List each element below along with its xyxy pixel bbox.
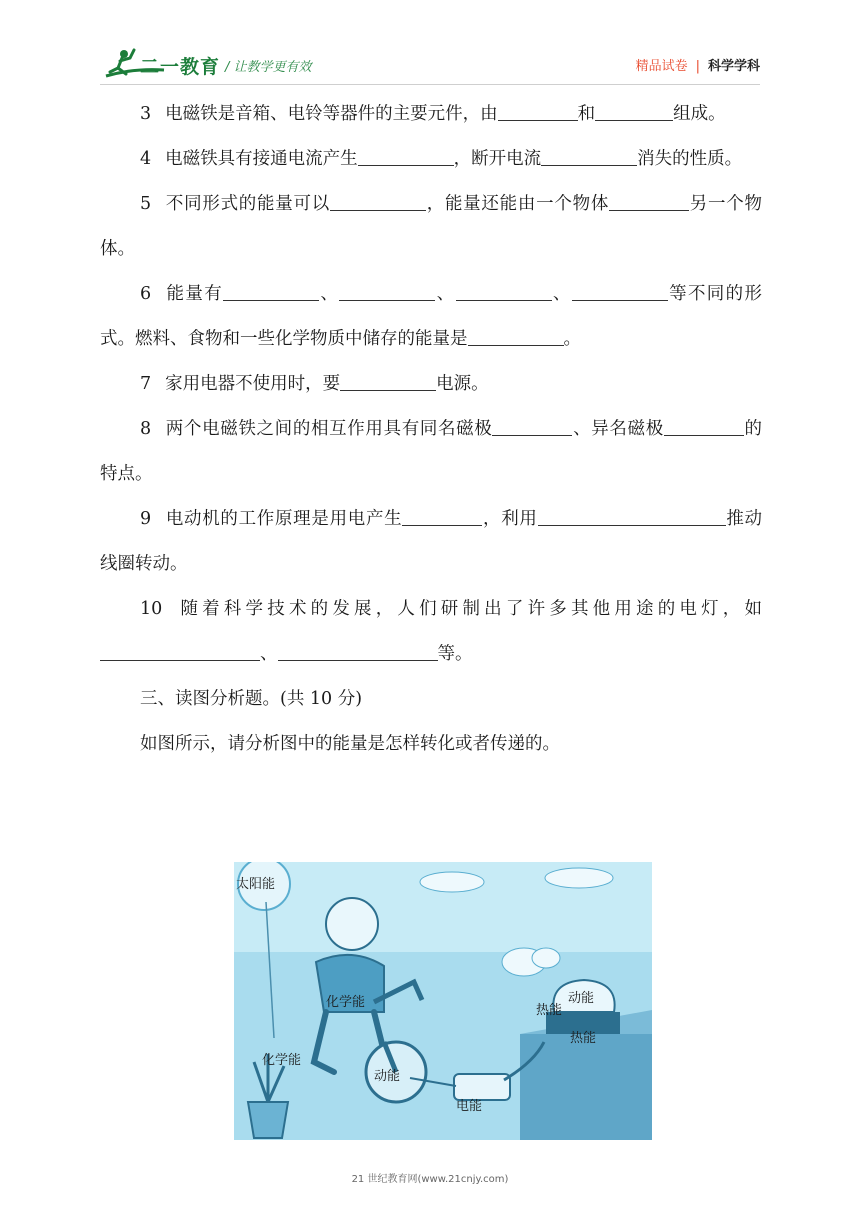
question-text: 等。 — [437, 644, 473, 664]
question-text: 电动机的工作原理是用电产生 — [165, 509, 403, 529]
answer-blank[interactable] — [402, 524, 482, 526]
question-text: 等不同的形式。燃料、食物和一些化学物质中储存的能量是 — [100, 284, 763, 349]
answer-blank[interactable] — [664, 434, 744, 436]
question-text: 的特点。 — [100, 419, 763, 484]
label-heat-energy-steam: 热能 — [536, 1003, 563, 1018]
energy-conversion-figure — [234, 862, 652, 1140]
answer-blank[interactable] — [468, 344, 564, 346]
answer-blank[interactable] — [541, 164, 637, 166]
question-text: 、 — [319, 284, 340, 304]
question-number: 8 — [140, 419, 152, 439]
section-3-title: 三、读图分析题。(共 10 分) — [140, 689, 363, 709]
question-3 — [100, 92, 762, 137]
label-heat-energy-kettle: 热能 — [570, 1031, 597, 1046]
section-3-instruction: 如图所示，请分析图中的能量是怎样转化或者传递的。 — [140, 734, 560, 754]
answer-blank[interactable] — [100, 659, 260, 661]
header-tags — [636, 55, 760, 74]
question-text: 家用电器不使用时，要 — [165, 374, 341, 394]
answer-blank[interactable] — [339, 299, 435, 301]
question-10 — [100, 587, 762, 677]
question-number: 9 — [140, 509, 152, 529]
label-solar-energy: 太阳能 — [236, 877, 276, 892]
question-9 — [100, 497, 762, 587]
question-text: 能量有 — [165, 284, 224, 304]
answer-blank[interactable] — [456, 299, 552, 301]
question-text: 推动线圈转动。 — [100, 509, 763, 574]
answer-blank[interactable] — [538, 524, 726, 526]
question-text: 组成。 — [673, 104, 726, 124]
question-text: 电磁铁具有接通电流产生 — [165, 149, 358, 169]
question-5 — [100, 182, 762, 272]
answer-blank[interactable] — [572, 299, 668, 301]
label-chemical-energy-person: 化学能 — [326, 995, 366, 1010]
question-text: ，利用 — [482, 509, 538, 529]
question-text: 另一个物体。 — [100, 194, 762, 259]
answer-blank[interactable] — [330, 209, 426, 211]
question-text: ，能量还能由一个物体 — [425, 194, 610, 214]
answer-blank[interactable] — [278, 659, 438, 661]
premium-tag: 精品试卷 — [635, 59, 688, 74]
answer-blank[interactable] — [223, 299, 319, 301]
question-text: 、 — [551, 284, 572, 304]
label-kinetic-energy-bike: 动能 — [374, 1069, 401, 1084]
subject-tag: 科学学科 — [707, 59, 760, 74]
question-number: 5 — [140, 194, 152, 214]
question-8 — [100, 407, 762, 497]
brand-name: 二一教育 — [140, 56, 221, 78]
label-kinetic-energy-kettle: 动能 — [568, 991, 595, 1006]
page-header — [0, 0, 860, 92]
question-number: 3 — [140, 104, 152, 124]
question-text: 电源。 — [436, 374, 489, 394]
question-number: 6 — [140, 284, 152, 304]
question-text: 不同形式的能量可以 — [165, 194, 330, 214]
brand-slogan: / 让教学更有效 — [225, 60, 312, 75]
question-number: 4 — [140, 149, 152, 169]
question-4 — [100, 137, 762, 182]
question-text: 电磁铁是音箱、电铃等器件的主要元件，由 — [165, 104, 498, 124]
answer-blank[interactable] — [358, 164, 454, 166]
header-separator: | — [695, 59, 700, 74]
answer-blank[interactable] — [609, 209, 689, 211]
answer-blank[interactable] — [340, 389, 436, 391]
question-number: 10 — [140, 599, 163, 619]
question-text: 和 — [577, 104, 596, 124]
question-text: 消失的性质。 — [637, 149, 743, 169]
question-text: 。 — [563, 329, 581, 349]
question-text: 随着科学技术的发展，人们研制出了许多其他用途的电灯，如 — [176, 599, 762, 619]
question-text: 两个电磁铁之间的相互作用具有同名磁极 — [165, 419, 493, 439]
question-list — [100, 92, 762, 767]
question-7 — [100, 362, 762, 407]
question-number: 7 — [140, 374, 152, 394]
question-text: 、 — [260, 644, 278, 664]
question-text: 、 — [435, 284, 456, 304]
answer-blank[interactable] — [498, 119, 578, 121]
header-divider — [100, 84, 760, 85]
answer-blank[interactable] — [492, 434, 572, 436]
label-electric-energy: 电能 — [456, 1099, 483, 1114]
question-text: ，断开电流 — [453, 149, 542, 169]
label-chemical-energy-plant: 化学能 — [262, 1053, 302, 1068]
page-footer: 21 世纪教育网(www.21cnjy.com) — [351, 1174, 509, 1185]
question-6 — [100, 272, 762, 362]
answer-blank[interactable] — [595, 119, 673, 121]
question-text: 、异名磁极 — [572, 419, 664, 439]
